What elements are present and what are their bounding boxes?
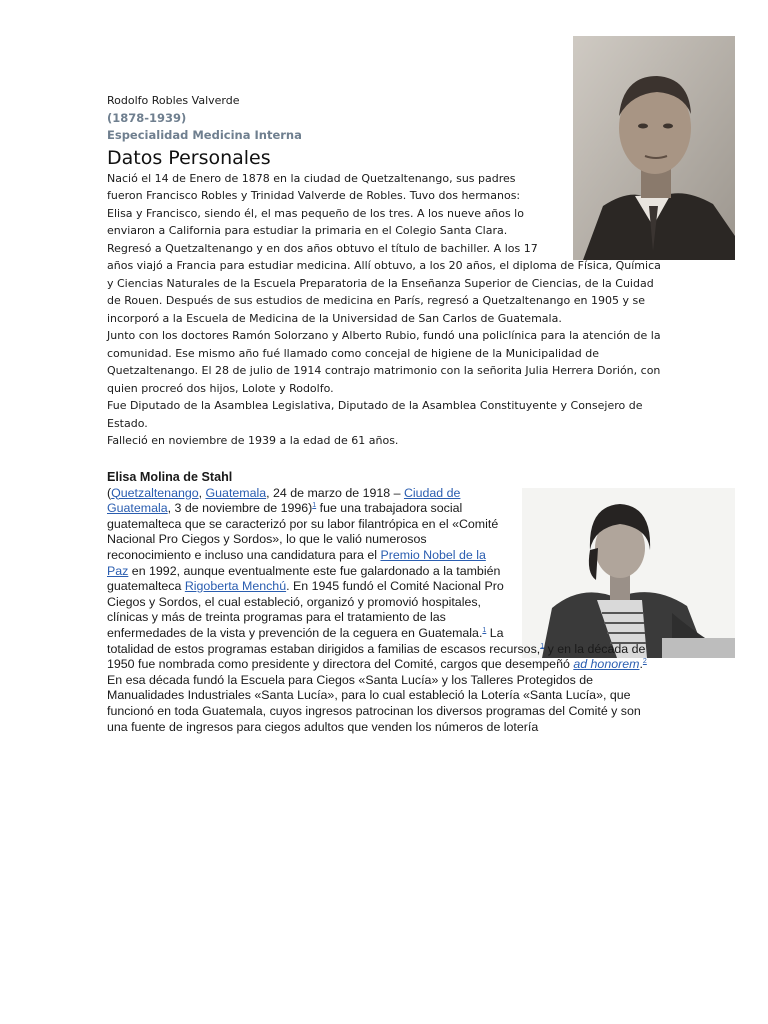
link-premio-nobel[interactable]: Premio Nobel de la Paz — [107, 547, 486, 578]
section-heading: Datos Personales — [107, 146, 271, 169]
section-rodolfo-robles — [107, 92, 662, 450]
biography-paragraph: Falleció en noviembre de 1939 a la edad de 61 años. — [107, 434, 399, 447]
text-fragment: ( — [107, 485, 112, 500]
photo-spacer — [547, 92, 662, 244]
text-fragment: La totalidad de estos programas estaban dirigidos a familias de escasos recursos, — [107, 625, 541, 656]
person-specialty: Especialidad Medicina Interna — [107, 128, 302, 142]
reference-link-4[interactable]: 2 — [642, 658, 647, 665]
biography-paragraph: Fue Diputado de la Asamblea Legislativa, Diputado de la Asamblea Constituyente y Consejero de Estado. — [107, 399, 643, 430]
reference-link-3[interactable]: 1 — [540, 642, 545, 650]
link-rigoberta-menchu[interactable]: Rigoberta Menchú — [184, 579, 287, 594]
section-elisa-molina — [107, 470, 660, 735]
text-fragment: fue una trabajadora social guatemalteca que se caracterizó por su labor filantrópica en el «Comité Nacional Pro Ciegos y Sordos», lo que le valió numerosos reconocimiento e incluso una candidatura para el — [107, 501, 499, 562]
photo-spacer — [510, 470, 660, 641]
text-fragment: y en la década de 1950 fue nombrada como presidente y directora del Comité, cargos que desempeñó — [107, 641, 646, 672]
biography-paragraph: Junto con los doctores Ramón Solorzano y Alberto Rubio, fundó una policlínica para la atención de la comunidad. Ese mismo año fué llamado como concejal de higiene de la Municipalidad de Quetzaltenango. El 28 de julio de 1914 contrajo matrimonio con la señorita Julia Herrera Dorión, con quien procreó dos hijos, Lolote y Rodolfo. — [107, 329, 661, 395]
text-fragment: , 24 de marzo de 1918 – — [266, 485, 404, 500]
text-fragment: , — [198, 485, 206, 500]
link-ciudad-de-guatemala[interactable]: Ciudad de Guatemala — [107, 485, 461, 516]
text-fragment: . En 1945 fundó el Comité Nacional Pro Ciegos y Sordos, el cual estableció, organizó y promovió hospitales, clínicas y más de treinta programas para el tratamiento de las enfermedades de la vista y prevención de la ceguera en Guatemala. — [107, 579, 504, 640]
link-ad-honorem[interactable]: ad honorem — [573, 657, 640, 672]
person-years: (1878-1939) — [107, 110, 187, 125]
reference-link-1[interactable]: 1 — [312, 502, 317, 510]
person-name: Rodolfo Robles Valverde — [107, 94, 240, 107]
biography-paragraph: Nació el 14 de Enero de 1878 en la ciudad de Quetzaltenango, sus padres fueron Francisco Robles y Trinidad Valverde de Robles. Tuvo dos hermanos: Elisa y Francisco, siendo él, el mas pequeño de los tres. A los nueve años lo enviaron a California para estudiar la primaria en el Colegio Santa Clara. Regresó a Quetzaltenango y en dos años obtuvo el título de bachiller. A los 17 años viajó a Francia para estudiar medicina. Allí obtuvo, a los 20 años, el diploma de Física, Química y Ciencias Naturales de la Escuela Preparatoria de la Enseñanza Superior de Ciencias, de la Cuidad de Rouen. Después de sus estudios de medicina en París, regresó a Quetzaltenango en 1905 y se incorporó a la Escuela de Medicina de la Universidad de San Carlos de Guatemala. — [107, 171, 661, 325]
person-name: Elisa Molina de Stahl — [107, 470, 233, 484]
reference-link-2[interactable]: 1 — [482, 626, 487, 634]
link-guatemala[interactable]: Guatemala — [205, 485, 267, 500]
text-fragment: En esa década fundó la Escuela para Ciegos «Santa Lucía» y los Talleres Protegidos de Manualidades Industriales «Santa Lucía», para lo cual estableció la Lotería «Santa Lucía», que funcionó en toda Guatemala, cuyos ingresos patrocinan los diversos programas del Comité y son una fuente de ingresos para ciegos adultos que venden los números de lotería — [107, 672, 641, 734]
text-fragment: en 1992, aunque eventualmente este fue galardonado a la también guatemalteca — [107, 563, 501, 594]
text-fragment: . — [639, 657, 643, 672]
text-fragment: , 3 de noviembre de 1996) — [167, 501, 313, 516]
link-quetzaltenango[interactable]: Quetzaltenango — [111, 485, 199, 500]
